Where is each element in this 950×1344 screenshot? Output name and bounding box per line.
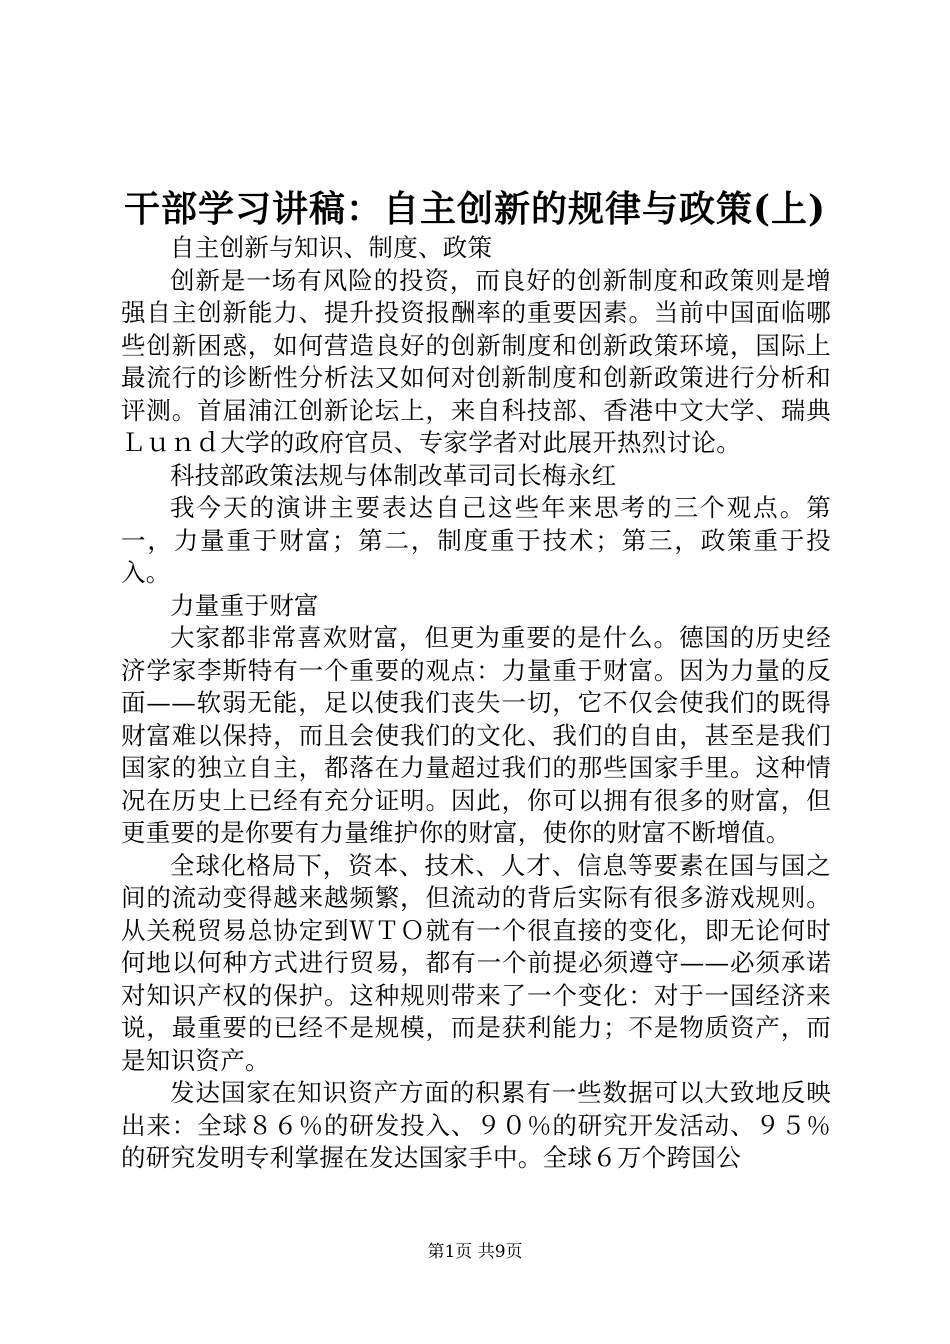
paragraph: 大家都非常喜欢财富，但更为重要的是什么。德国的历史经济学家李斯特有一个重要的观点：力量重于财富。因为力量的反面——软弱无能，足以使我们丧失一切，它不仅会使我们的既得财富难以保持，而且会使我们的文化、我们的自由，甚至是我们国家的独立自主，都落在力量超过我们的那些国家手里。这种情况在历史上已经有充分证明。因此，你可以拥有很多的财富，但更重要的是你要有力量维护你的财富，使你的财富不断增值。 — [121, 623, 831, 847]
paragraph: 发达国家在知识资产方面的积累有一些数据可以大致地反映出来：全球８６％的研发投入、９０％的研究开发活动、９５％的研究发明专利掌握在发达国家手中。全球６万个跨国公 — [121, 1078, 831, 1172]
paragraph: 全球化格局下，资本、技术、人才、信息等要素在国与国之间的流动变得越来越频繁，但流动的背后实际有很多游戏规则。从关税贸易总协定到ＷＴＯ就有一个很直接的变化，即无论何时何地以何种方式进行贸易，都有一个前提必须遵守——必须承诺对知识产权的保护。这种规则带来了一个变化：对于一国经济来说，最重要的已经不是规模，而是获利能力；不是物质资产，而是知识资产。 — [121, 850, 831, 1075]
speaker-line: 科技部政策法规与体制改革司司长梅永红 — [170, 460, 617, 490]
paragraph: 创新是一场有风险的投资，而良好的创新制度和政策则是增强自主创新能力、提升投资报酬率的重要因素。当前中国面临哪些创新困惑，如何营造良好的创新制度和创新政策环境，国际上最流行的诊断性分析法又如何对创新制度和创新政策进行分析和评测。首届浦江创新论坛上，来自科技部、香港中文大学、瑞典Ｌｕｎｄ大学的政府官员、专家学者对此展开热烈讨论。 — [121, 265, 831, 457]
paragraph: 我今天的演讲主要表达自己这些年来思考的三个观点。第一，力量重于财富；第二，制度重于技术；第三，政策重于投入。 — [121, 493, 831, 587]
page-footer: 第1页 共9页 — [427, 1242, 523, 1262]
document-title: 干部学习讲稿：自主创新的规律与政策(上) — [123, 188, 827, 230]
section-heading: 力量重于财富 — [170, 590, 319, 620]
document-body — [121, 232, 831, 1175]
section-heading: 自主创新与知识、制度、政策 — [170, 233, 493, 262]
